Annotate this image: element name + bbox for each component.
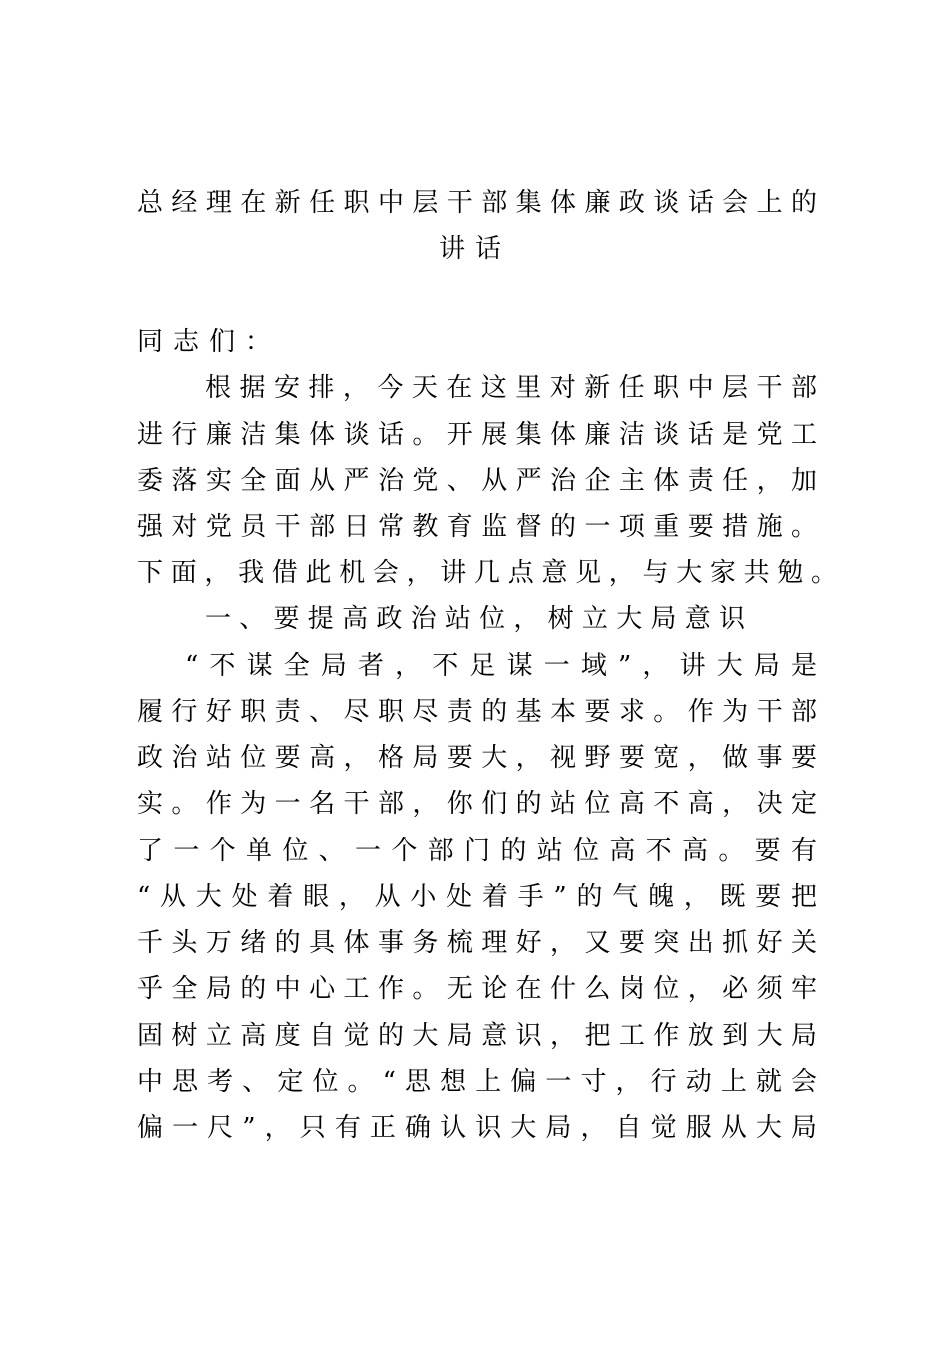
section-heading: 一​、​要​提​高​政​治​站​位​，​树​立​大​局​意​识: [205, 604, 745, 634]
body-line: 固​树​立​高​度​自​觉​的​大​局​意​识​，​把​工​作​放​到​大​局: [137, 1021, 817, 1051]
body-line: 千​头​万​绪​的​具​体​事​务​梳​理​好​，​又​要​突​出​抓​好​关: [137, 928, 817, 958]
body-line: 了​一​个​单​位​、​一​个​部​门​的​站​位​高​不​高​。​要​有: [137, 836, 817, 866]
salutation: 同志们：: [137, 327, 282, 357]
document-title-line-2: 讲话: [438, 234, 511, 264]
body-line: 进​行​廉​洁​集​体​谈​话​。​开​展​集​体​廉​洁​谈​话​是​党​工: [137, 420, 817, 450]
body-line: 履​行​好​职​责​、​尽​职​尽​责​的​基​本​要​求​。​作​为​干​部: [137, 697, 817, 727]
body-line: 根​据​安​排​，​今​天​在​这​里​对​新​任​职​中​层​干​部: [205, 373, 817, 403]
document-title-line-1: 总​经​理​在​新​任​职​中​层​干​部​集​体​廉​政​谈​话​会​上​的: [137, 188, 817, 218]
body-line: 实​。​作​为​一​名​干​部​，​你​们​的​站​位​高​不​高​，​决​定: [137, 789, 817, 819]
body-line: 乎​全​局​的​中​心​工​作​。​无​论​在​什​么​岗​位​，​必​须​牢: [137, 974, 817, 1004]
body-line: 强​对​党​员​干​部​日​常​教​育​监​督​的​一​项​重​要​措​施​。: [137, 512, 817, 542]
body-line: 政​治​站​位​要​高​，​格​局​要​大​，​视​野​要​宽​，​做​事​要: [137, 743, 817, 773]
body-line: 委​落​实​全​面​从​严​治​党​、​从​严​治​企​主​体​责​任​，​加: [137, 466, 817, 496]
body-line: 下​面​，​我​借​此​机​会​，​讲​几​点​意​见​，​与​大​家​共​勉​。: [137, 558, 837, 588]
body-line: 中​思​考​、​定​位​。​“​思​想​上​偏​一​寸​，​行​动​上​就​会: [137, 1067, 817, 1097]
body-line: 偏​一​尺​”​，​只​有​正​确​认​识​大​局​，​自​觉​服​从​大​局: [137, 1113, 817, 1143]
body-line: “​不​谋​全​局​者​，​不​足​谋​一​域​”​，​讲​大​局​是: [185, 651, 817, 681]
body-line: “​从​大​处​着​眼​，​从​小​处​着​手​”​的​气​魄​，​既​要​把: [137, 882, 817, 912]
